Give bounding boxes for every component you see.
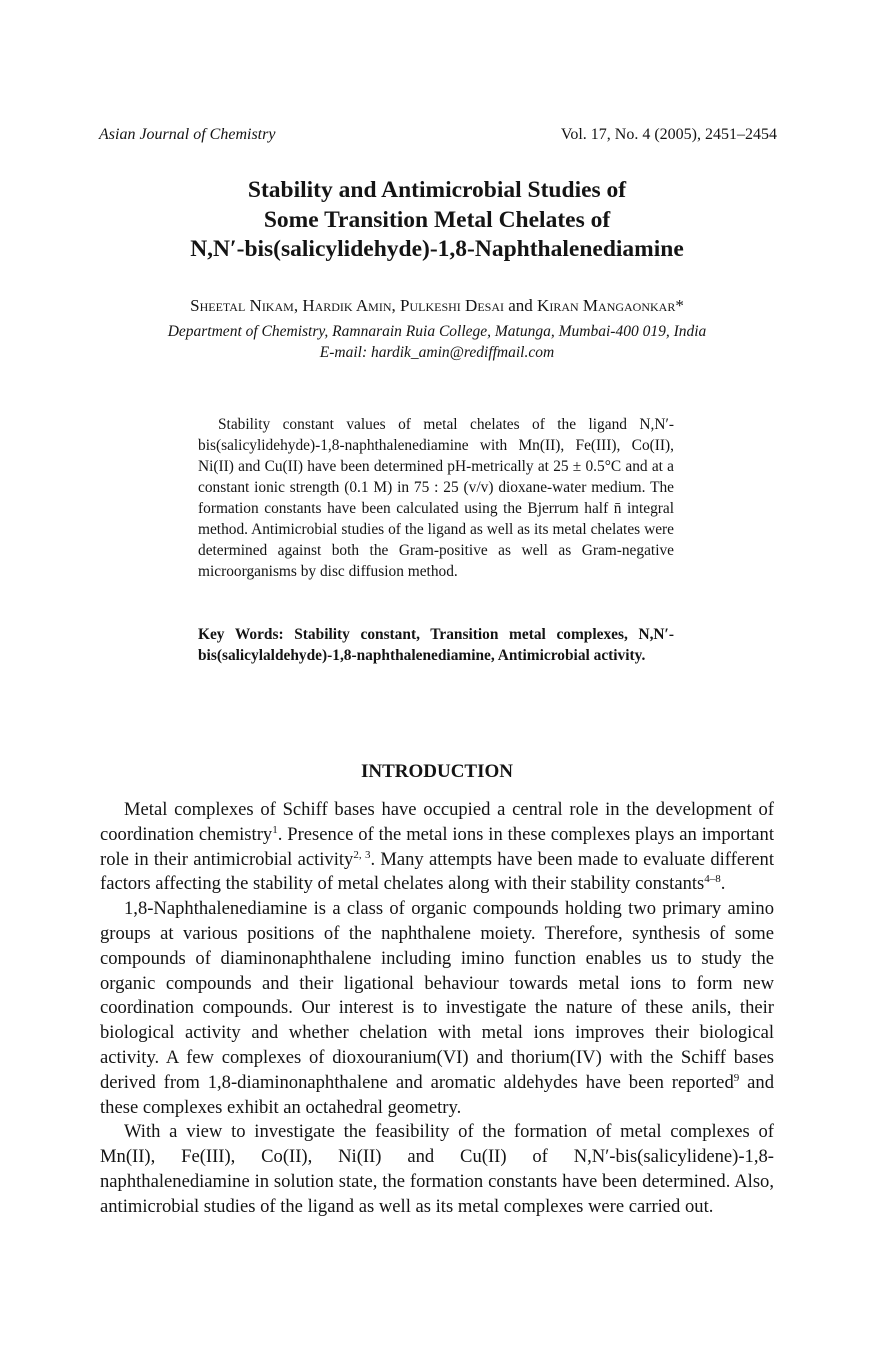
keywords: Key Words: Stability constant, Transition metal complexes, N,N′-bis(salicylaldehyde)-1,8-naphthalenediamine, Antimicrobial activity. <box>198 626 674 664</box>
author-separator: , <box>391 296 401 315</box>
title-line-3: N,N′-bis(salicylidehyde)-1,8-Naphthalenediamine <box>190 236 684 262</box>
p1-text-a: Metal complexes of Schiff bases have occupied a central role in the development of coordination chemistry <box>100 799 774 845</box>
title-line-2: Some Transition Metal Chelates of <box>263 206 611 233</box>
journal-name: Asian Journal of Chemistry <box>99 126 276 143</box>
volume-info: Vol. 17, No. 4 (2005), 2451–2454 <box>560 126 777 143</box>
p2-text-b: and these complexes exhibit an octahedral geometry. <box>100 1071 775 1118</box>
author-1: Sheetal Nikam <box>190 296 294 315</box>
paragraph-2 <box>100 897 774 1120</box>
section-heading: INTRODUCTION <box>360 761 514 782</box>
citation: 1 <box>272 823 278 836</box>
author-list <box>100 296 774 316</box>
introduction-body <box>100 798 774 1220</box>
p1-text-d: . <box>720 873 726 895</box>
abstract: Stability constant values of metal chelates of the ligand N,N′-bis(salicylidehyde)-1,8-naphthalenediamine with Mn(II), Fe(III), Co(II), Ni(II) and Cu(II) have been determined pH-metrically at 25 ± 0.5°C and at a constant ionic strength (0.1 M) in 75 : 25 (v/v) dioxane-water medium. The formation constants have been calculated using the Bjerrum half n̄ integral method. Antimicrobial studies of the ligand as well as its metal chelates were determined against both the Gram-positive as well as Gram-negative microorganisms by disc diffusion method. <box>198 416 674 580</box>
department: Department of Chemistry, Ramnarain Ruia College, Matunga, Mumbai-400 019, India <box>167 323 707 340</box>
paragraph-3: With a view to investigate the feasibility of the formation of metal complexes of Mn(II), Fe(III), Co(II), Ni(II) and Cu(II) of N,N′-bis(salicylidene)-1,8-naphthalenediamine in solution state, the formation constants have been determined. Also, antimicrobial studies of the ligand as well as its metal complexes were carried out. <box>100 1121 774 1217</box>
title-line-1: Stability and Antimicrobial Studies of <box>247 177 627 203</box>
citation: 9 <box>733 1071 740 1084</box>
author-3: Pulkeshi Desai <box>400 296 504 315</box>
author-2: Hardik Amin <box>302 296 392 315</box>
citation: 4–8 <box>704 873 721 886</box>
p2-text-a: 1,8-Naphthalenediamine is a class of organic compounds holding two primary amino groups at various positions of the naphthalene moiety. Therefore, synthesis of some compounds of diaminonaphthalene including imino function enables us to study the organic compounds and their ligational behaviour towards metal ions to form new coordination compounds. Our interest is to investigate the nature of these anils, their biological activity and whether chelation with metal ions improves their biological activity. A few complexes of dioxouranium(VI) and thorium(IV) with the Schiff bases derived from 1,8-diaminonaphthalene and aromatic aldehydes have been reported <box>100 898 774 1093</box>
p1-text-c: . Many attempts have been made to evaluate different factors affecting the stability of metal chelates along with their stability constants <box>100 848 775 895</box>
affiliation <box>100 321 774 363</box>
paragraph-1 <box>100 798 774 897</box>
citation: 2, 3 <box>353 848 371 861</box>
paper-title <box>100 176 774 265</box>
author-separator: , <box>293 296 303 315</box>
p1-text-b: . Presence of the metal ions in these complexes plays an important role in their antimicrobial activity <box>100 823 775 870</box>
author-separator: and <box>504 296 538 315</box>
email: E-mail: hardik_amin@rediffmail.com <box>319 344 555 361</box>
author-4: Kiran Mangaonkar* <box>537 296 684 315</box>
